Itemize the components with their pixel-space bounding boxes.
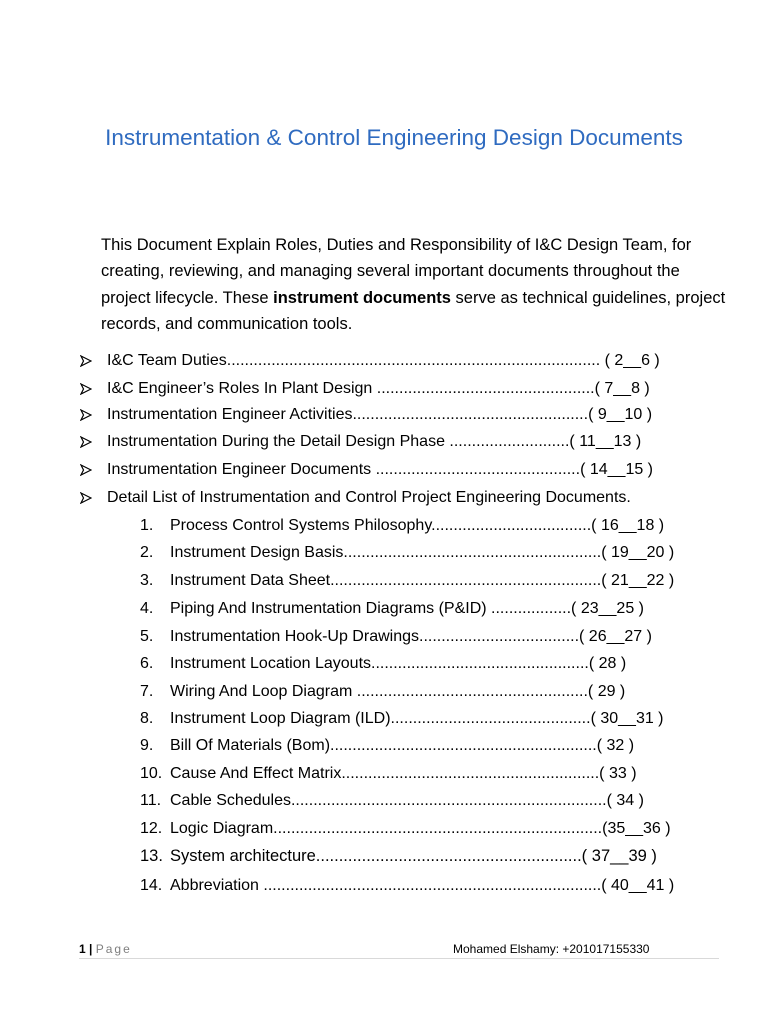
item-label: System architecture..........................................................( 37__39 ): [170, 847, 657, 865]
item-number: 8.: [140, 710, 154, 727]
arrow-bullet-icon: [80, 405, 94, 425]
page-footer-number: [79, 942, 132, 956]
item-number: 7.: [140, 683, 154, 700]
item-number: 13.: [140, 847, 163, 865]
item-label: Instrument Design Basis..........................................................( 19__20 ): [170, 544, 675, 561]
item-number: 14.: [140, 877, 163, 894]
item-number: 1.: [140, 517, 154, 534]
intro-text-start: This Document Explain Roles, Duties and Responsibility of I&C Design Team, for creating, reviewing, and managing several important documents throughout the project lifecycle. These: [101, 236, 692, 307]
item-number: 6.: [140, 655, 154, 672]
footer-separator: |: [89, 942, 93, 956]
item-label: Logic Diagram..........................................................................(35__36 ): [170, 820, 671, 837]
item-number: 11.: [140, 792, 162, 809]
toc-bullet-label: Detail List of Instrumentation and Control Project Engineering Documents.: [107, 489, 631, 506]
arrow-bullet-icon: [80, 351, 94, 371]
item-label: Instrument Data Sheet.............................................................( 21__22 ): [170, 572, 675, 589]
intro-paragraph: [101, 232, 731, 337]
item-label: Bill Of Materials (Bom)............................................................( 32 ): [170, 737, 635, 754]
toc-bullet-label: I&C Team Duties.................................................................................... ( 2__6 ): [107, 352, 660, 369]
item-label: Cable Schedules.......................................................................( 34 ): [170, 792, 644, 809]
page-label: Page: [95, 942, 132, 956]
item-label: Wiring And Loop Diagram ....................................................( 29 ): [170, 683, 626, 700]
item-number: 4.: [140, 600, 154, 617]
arrow-bullet-icon: [80, 460, 94, 480]
item-number: 2.: [140, 544, 154, 561]
toc-bullet-label: Instrumentation Engineer Activities.....................................................( 9__10 ): [107, 406, 653, 423]
item-label: Instrument Location Layouts.................................................( 28 ): [170, 655, 627, 672]
item-number: 9.: [140, 737, 154, 754]
item-label: Instrumentation Hook-Up Drawings....................................( 26__27 ): [170, 628, 652, 645]
item-label: Cause And Effect Matrix..........................................................( 33 ): [170, 765, 637, 782]
item-label: Piping And Instrumentation Diagrams (P&ID) ..................( 23__25 ): [170, 600, 644, 617]
item-number: 3.: [140, 572, 154, 589]
toc-bullet-label: Instrumentation During the Detail Design Phase ...........................( 11__13 ): [107, 433, 642, 450]
item-number: 10.: [140, 765, 163, 782]
item-number: 12.: [140, 820, 163, 837]
item-number: 5.: [140, 628, 154, 645]
document-title: Instrumentation & Control Engineering Design Documents: [105, 125, 683, 150]
page-number: 1: [79, 942, 86, 956]
toc-bullet-label: I&C Engineer’s Roles In Plant Design .................................................( 7__8 ): [107, 380, 650, 397]
toc-bullet-label: Instrumentation Engineer Documents ..............................................( 14__15 ): [107, 461, 654, 478]
footer-author: Mohamed Elshamy: +201017155330: [453, 942, 650, 956]
arrow-bullet-icon: [80, 432, 94, 452]
item-label: Abbreviation ............................................................................( 40__41 ): [170, 877, 675, 894]
footer-divider: [79, 958, 719, 959]
intro-bold-text: instrument documents: [273, 288, 451, 307]
arrow-bullet-icon: [80, 379, 94, 399]
intro-text-end: serve as technical guidelines, project records, and communication tools.: [101, 288, 726, 333]
arrow-bullet-icon: [80, 488, 94, 508]
item-label: Process Control Systems Philosophy....................................( 16__18 ): [170, 517, 665, 534]
item-label: Instrument Loop Diagram (ILD).............................................( 30__31 ): [170, 710, 664, 727]
